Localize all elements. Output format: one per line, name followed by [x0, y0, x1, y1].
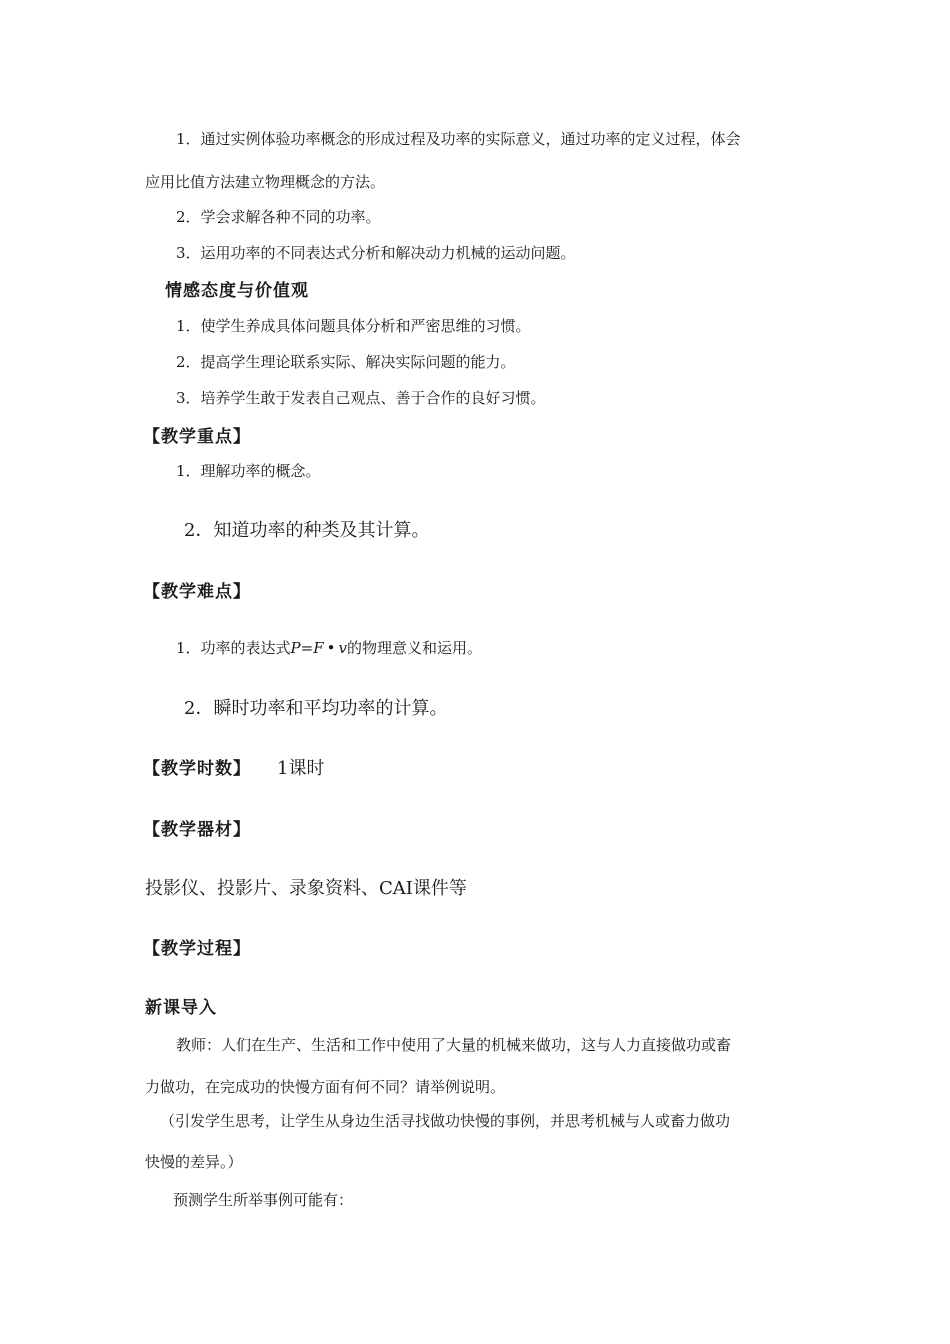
hours-value: 1课时 [277, 758, 325, 779]
equipment-text: 投影仪、投影片、录象资料、CAI课件等 [145, 878, 467, 899]
emotion-heading: 情感态度与价值观 [165, 281, 309, 301]
new-lesson-heading: 新课导入 [145, 998, 217, 1018]
difficulty-item-1 [176, 637, 482, 658]
formula-f: F [313, 639, 324, 657]
emotion-item-3: 3．培养学生敢于发表自己观点、善于合作的良好习惯。 [176, 389, 546, 407]
objective-item-1-line-2: 应用比值方法建立物理概念的方法。 [145, 173, 386, 191]
formula-v: v [338, 639, 347, 657]
formula-dot: • [326, 639, 336, 657]
difficulty-item-2: 2．瞬时功率和平均功率的计算。 [184, 698, 448, 719]
hours-heading: 【教学时数】 [143, 759, 251, 779]
teacher-question-line-1: 教师：人们在生产、生活和工作中使用了大量的机械来做功，这与人力直接做功或畜 [176, 1036, 732, 1054]
difficulty-item-1-suffix: 的物理意义和运用。 [346, 639, 482, 657]
key-point-item-1: 1．理解功率的概念。 [176, 462, 321, 480]
activity-note-line-2: 快慢的差异。） [145, 1153, 243, 1171]
key-point-item-2: 2．知道功率的种类及其计算。 [184, 520, 430, 541]
emotion-item-2: 2．提高学生理论联系实际、解决实际问题的能力。 [176, 353, 516, 371]
key-points-heading: 【教学重点】 [143, 427, 251, 447]
predict-examples: 预测学生所举事例可能有： [173, 1191, 354, 1209]
equipment-heading: 【教学器材】 [143, 820, 251, 840]
teacher-question-line-2: 力做功，在完成功的快慢方面有何不同？请举例说明。 [145, 1078, 506, 1096]
objective-item-3: 3．运用功率的不同表达式分析和解决动力机械的运动问题。 [176, 244, 576, 262]
difficulty-item-1-prefix: 1．功率的表达式 [176, 639, 291, 657]
process-heading: 【教学过程】 [143, 939, 251, 959]
formula-p: P [290, 639, 301, 657]
emotion-item-1: 1．使学生养成具体问题具体分析和严密思维的习惯。 [176, 317, 531, 335]
objective-item-1-line-1: 1．通过实例体验功率概念的形成过程及功率的实际意义，通过功率的定义过程，体会 [176, 130, 741, 148]
activity-note-line-1: （引发学生思考，让学生从身边生活寻找做功快慢的事例，并思考机械与人或畜力做功 [160, 1112, 731, 1130]
formula-equals: = [300, 639, 314, 657]
difficulties-heading: 【教学难点】 [143, 582, 251, 602]
objective-item-2: 2．学会求解各种不同的功率。 [176, 208, 381, 226]
